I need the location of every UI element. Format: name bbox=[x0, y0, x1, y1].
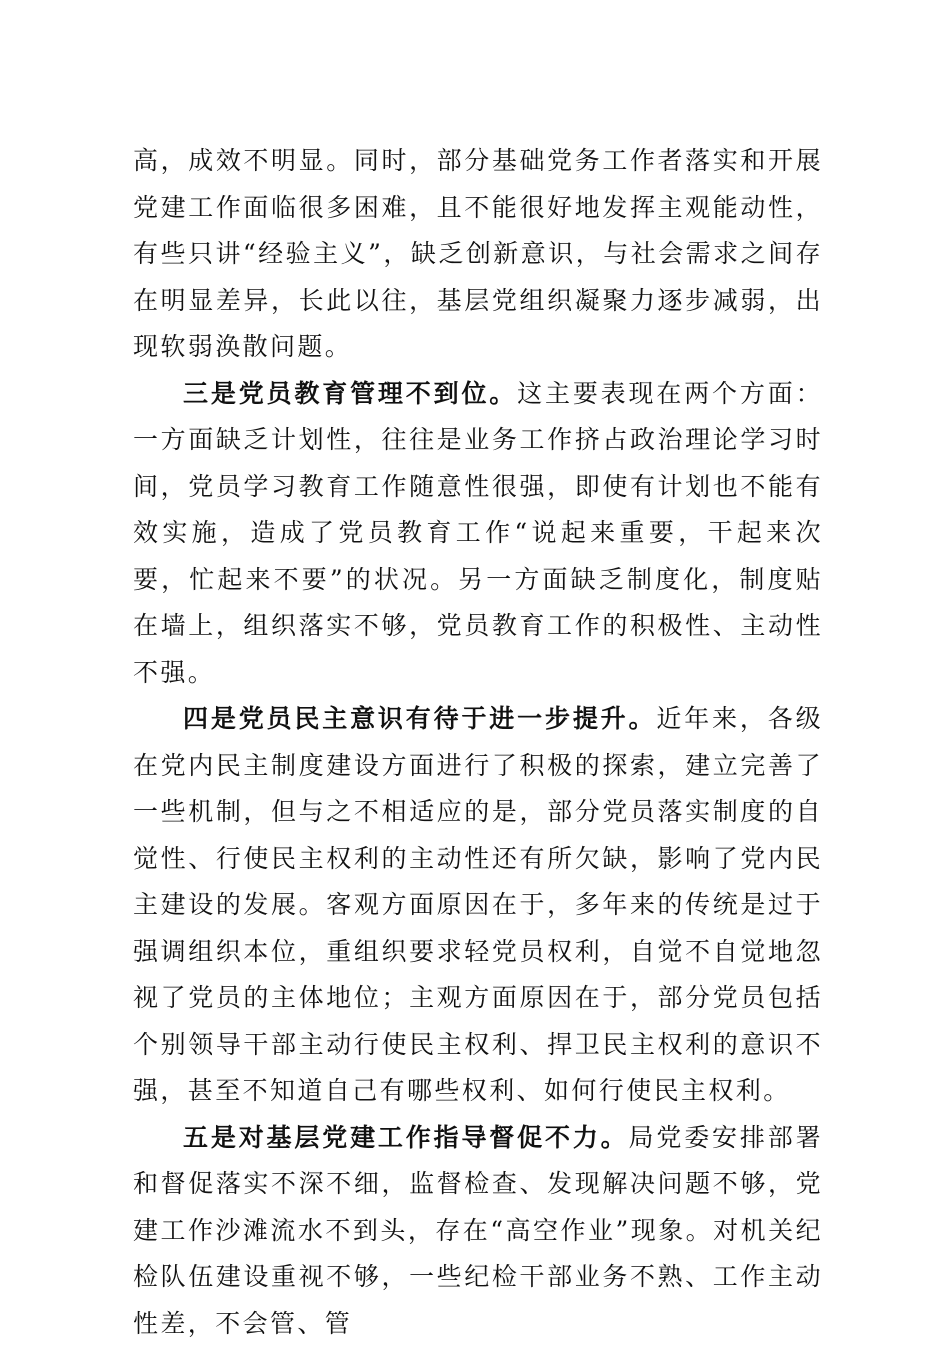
paragraph-democratic-awareness bbox=[133, 696, 823, 1115]
paragraph-heading: 四是党员民主意识有待于进一步提升。 bbox=[183, 704, 656, 733]
paragraph-text: 这主要表现在两个方面：一方面缺乏计划性，往往是业务工作挤占政治理论学习时间，党员学习教育工作随意性很强，即使有计划也不能有效实施，造成了党员教育工作“说起来重要，干起来次要，忙起来不要”的状况。另一方面缺乏制度化，制度贴在墙上，组织落实不够，党员教育工作的积极性、主动性不强。 bbox=[133, 379, 823, 687]
paragraph-text: 高，成效不明显。同时，部分基础党务工作者落实和开展党建工作面临很多困难，且不能很好地发挥主观能动性，有些只讲“经验主义”，缺乏创新意识，与社会需求之间存在明显差异，长此以往，基层党组织凝聚力逐步减弱，出现软弱涣散问题。 bbox=[133, 146, 823, 361]
paragraph-text: 局党委安排部署和督促落实不深不细，监督检查、发现解决问题不够，党建工作沙滩流水不到头，存在“高空作业”现象。对机关纪检队伍建设重视不够，一些纪检干部业务不熟、工作主动性差，不会管、管 bbox=[133, 1123, 823, 1338]
paragraph-text: 近年来，各级在党内民主制度建设方面进行了积极的探索，建立完善了一些机制，但与之不相适应的是，部分党员落实制度的自觉性、行使民主权利的主动性还有所欠缺，影响了党内民主建设的发展。客观方面原因在于，多年来的传统是过于强调组织本位，重组织要求轻党员权利，自觉不自觉地忽视了党员的主体地位；主观方面原因在于，部分党员包括个别领导干部主动行使民主权利、捍卫民主权利的意识不强，甚至不知道自己有哪些权利、如何行使民主权利。 bbox=[133, 704, 823, 1105]
paragraph-party-member-education bbox=[133, 371, 823, 697]
paragraph-guidance-supervision bbox=[133, 1115, 823, 1347]
document-body bbox=[133, 138, 823, 1347]
paragraph-heading: 五是对基层党建工作指导督促不力。 bbox=[183, 1123, 629, 1152]
paragraph-continuation bbox=[133, 138, 823, 371]
paragraph-heading: 三是党员教育管理不到位。 bbox=[183, 379, 517, 408]
